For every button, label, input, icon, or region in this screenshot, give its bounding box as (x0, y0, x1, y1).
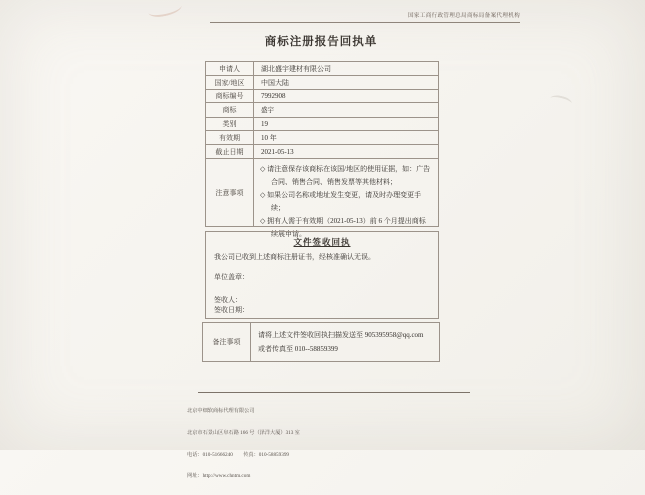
table-row-validity (206, 131, 438, 145)
row-label: 类别 (206, 118, 254, 130)
scan-smudge (147, 0, 183, 19)
table-row-deadline (206, 145, 438, 159)
diamond-bullet-icon: ◇ (260, 165, 266, 173)
row-value: 7992908 (261, 92, 286, 100)
footer-divider (198, 392, 470, 393)
row-value: 中国大陆 (261, 78, 289, 87)
trademark-info-table (205, 61, 439, 238)
remarks-content (251, 323, 439, 361)
row-label: 注意事项 (206, 159, 254, 226)
receipt-statement: 我公司已收到上述商标注册证书，经核准确认无误。 (214, 253, 375, 261)
remarks-line-fax: 或者传真至 010--58859399 (258, 345, 338, 353)
scan-smudge (549, 93, 573, 108)
diamond-bullet-icon: ◇ (260, 217, 266, 225)
row-value: 湖北盛宇建材有限公司 (261, 64, 331, 73)
table-row-trademark-number (206, 90, 438, 103)
note-text: 请注意保存该商标在该国/地区的使用证据，如：广告合同、销售合同、销售发票等其他材料； (267, 165, 431, 186)
row-value: 2021-05-13 (261, 147, 294, 156)
notes-list (254, 159, 438, 238)
remarks-line-email: 请将上述文件签收回执扫描发送至 905395958@qq.com (258, 331, 424, 339)
note-item (260, 189, 432, 215)
footer-website: 网址：http://www.chntm.com (187, 473, 251, 480)
row-value: 19 (261, 120, 268, 128)
signer-label: 签收人： (214, 296, 242, 304)
note-item (260, 163, 432, 189)
remarks-table (202, 322, 440, 362)
agency-footer (187, 394, 477, 495)
table-row-class (206, 118, 438, 131)
table-row-trademark (206, 103, 438, 118)
table-row-applicant (206, 62, 438, 76)
row-label: 截止日期 (206, 145, 254, 158)
company-stamp-label: 单位盖章： (214, 273, 249, 281)
table-row-country (206, 76, 438, 90)
note-text: 拥有人需于有效期（2021-05-13）前 6 个月提出商标续展申请。 (267, 217, 426, 238)
receipt-section-title: 文件签收回执 (293, 237, 351, 247)
row-label: 申请人 (206, 62, 254, 75)
document-receipt-section (205, 231, 439, 319)
diamond-bullet-icon: ◇ (260, 191, 266, 199)
document-title: 商标注册报告回执单 (264, 36, 378, 48)
row-value: 10 年 (261, 133, 277, 142)
footer-phone-fax: 电话：010-51666240 传真：010-58859399 (187, 451, 290, 458)
table-row-notes (206, 159, 438, 238)
row-label: 有效期 (206, 131, 254, 144)
row-label: 国家/地区 (206, 76, 254, 89)
trademark-logo-text: 盛宇 (261, 107, 274, 114)
agency-registration-note: 国家工商行政管理总局商标局备案代理机构 (210, 11, 520, 23)
row-label: 商标 (206, 103, 254, 117)
row-label: 商标编号 (206, 90, 254, 102)
footer-company-name: 北京中细软商标代理有限公司 (187, 408, 255, 415)
remarks-label: 备注事项 (203, 323, 251, 361)
note-text: 如果公司名称或地址发生变更，请及时办理变更手续； (267, 191, 422, 212)
sign-date-label: 签收日期： (214, 306, 249, 314)
footer-address: 北京市石景山区阜石路 166 号（泽洋大厦）313 室 (187, 430, 300, 437)
